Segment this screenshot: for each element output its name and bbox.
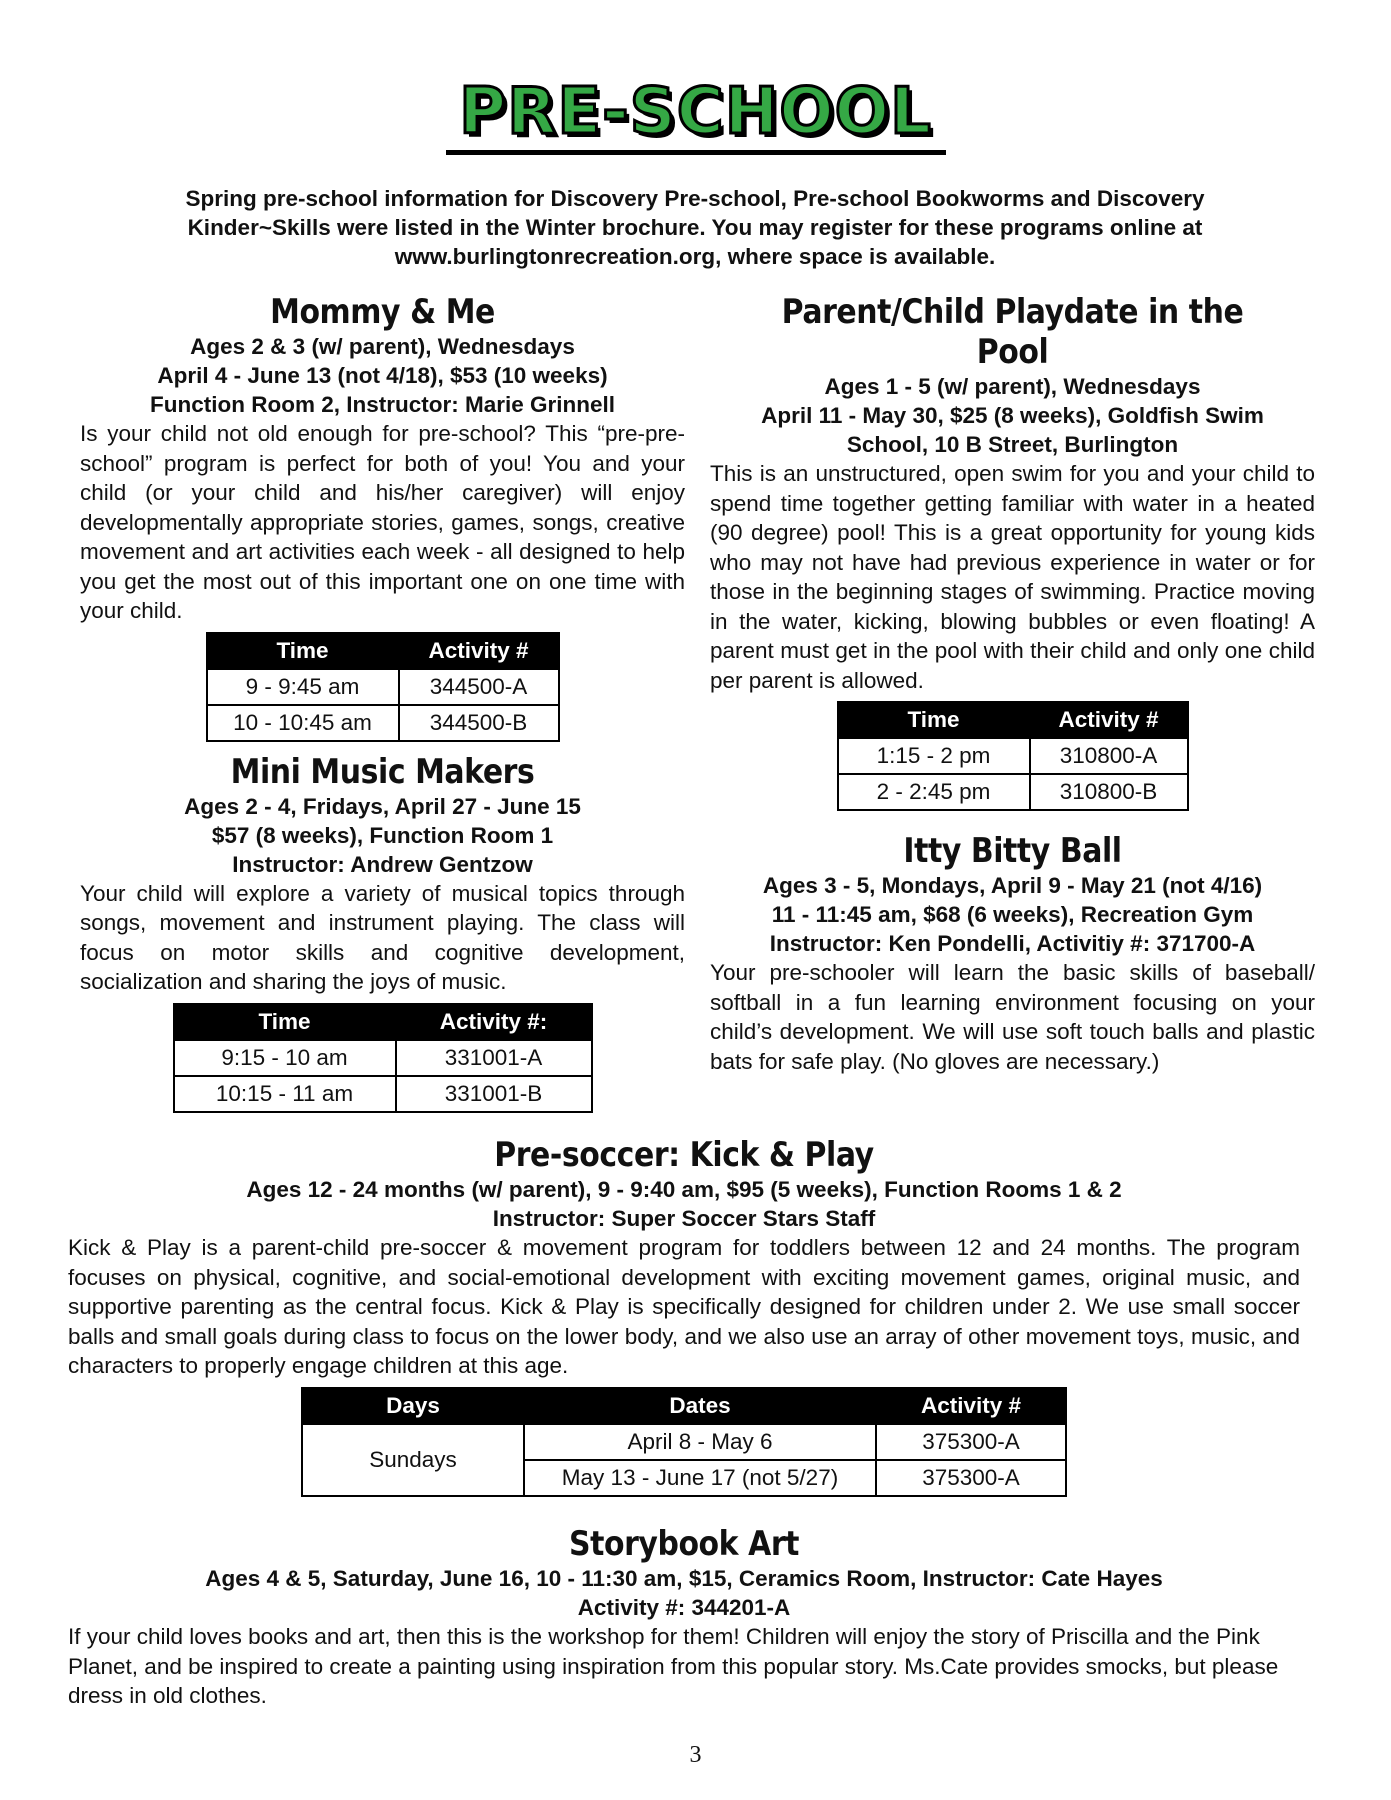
table-header: Activity # (876, 1388, 1066, 1424)
table-cell: 375300-A (876, 1460, 1066, 1496)
section-description: This is an unstructured, open swim for you and your child to spend time together getting familiar with water in a heated (90 degree) pool! This is a great opportunity for young kids who may not have had previous experience in water or for those in the beginning stages of swimming. Practice moving in the water, kicking, blowing bubbles or even floating! A parent must get in the pool with their child and only one child per parent is allowed. (710, 461, 1315, 693)
pre-soccer-section (68, 1135, 1300, 1497)
pool-playdate-section (710, 292, 1315, 811)
table-cell: 331001-B (396, 1076, 592, 1112)
intro-line: Spring pre-school information for Discovery Pre-school, Pre-school Bookworms and Discovery (185, 186, 1205, 211)
section-detail: Instructor: Super Soccer Stars Staff (492, 1206, 876, 1231)
schedule-table (206, 632, 560, 742)
section-detail: Instructor: Andrew Gentzow (232, 851, 533, 877)
table-header: Activity #: (396, 1004, 592, 1040)
section-title: Mommy & Me (270, 292, 495, 332)
table-header-row (174, 1004, 592, 1040)
table-cell: Sundays (302, 1424, 524, 1496)
table-cell: 344500-B (399, 705, 559, 741)
section-description: Is your child not old enough for pre-school? This “pre-pre-school” program is perfect for both of you! You and your child (or your child and his/her caregiver) will enjoy developmentally appropriate stories, games, songs, creative movement and art activities each week - all designed to help you get the most out of this important one on one time with your child. (80, 421, 685, 623)
section-detail: April 4 - June 13 (not 4/18), $53 (10 weeks) (157, 363, 608, 388)
table-row (207, 669, 559, 705)
mini-music-makers-section (80, 752, 685, 1113)
table-cell: 10 - 10:45 am (207, 705, 399, 741)
table-cell: 9:15 - 10 am (174, 1040, 396, 1076)
section-title: Parent/Child Playdate in the Pool (781, 292, 1244, 372)
table-row (838, 738, 1188, 774)
banner-underline (446, 150, 946, 155)
table-header: Time (174, 1004, 396, 1040)
section-description: Kick & Play is a parent-child pre-soccer & movement program for toddlers between 12 and 24 months. The program focuses on physical, cognitive, and social-emotional development with exciting movement games, original music, and supportive parenting as the central focus. Kick & Play is specifically designed for children under 2. We use small soccer balls and small goals during class to focus on the lower body, and we also use an array of other movement toys, music, and characters to properly engage children at this age. (68, 1235, 1300, 1378)
banner-title: PRE-SCHOOL (459, 75, 932, 149)
section-detail: $57 (8 weeks), Function Room 1 (211, 822, 554, 848)
section-title: Storybook Art (568, 1524, 800, 1564)
intro-text (110, 184, 1280, 271)
table-cell: 310800-A (1030, 738, 1188, 774)
intro-line: Kinder~Skills were listed in the Winter brochure. You may register for these programs online at (187, 215, 1203, 240)
table-cell: 310800-B (1030, 774, 1188, 810)
intro-line: www.burlingtonrecreation.org, where space is available. (394, 244, 996, 269)
section-description: Your pre-schooler will learn the basic skills of baseball/ softball in a fun learning environment focusing on your child’s development. We will use soft touch balls and plastic bats for safe play. (No gloves are necessary.) (710, 960, 1315, 1074)
table-header: Time (207, 633, 399, 669)
table-cell: 2 - 2:45 pm (838, 774, 1030, 810)
table-row (207, 705, 559, 741)
table-header-row (207, 633, 559, 669)
table-header: Activity # (399, 633, 559, 669)
section-title: Itty Bitty Ball (903, 831, 1122, 871)
banner (0, 75, 1391, 155)
section-description: Your child will explore a variety of musical topics through songs, movement and instrument playing. The class will focus on motor skills and cognitive development, socialization and sharing the joys of music. (80, 880, 685, 994)
mommy-and-me-section (80, 292, 685, 742)
section-detail: Ages 2 - 4, Fridays, April 27 - June 15 (184, 793, 581, 819)
table-row (174, 1040, 592, 1076)
section-detail: Instructor: Ken Pondelli, Activitiy #: 371700-A (769, 931, 1256, 956)
page-number: 3 (689, 1742, 702, 1768)
storybook-art-section (68, 1524, 1300, 1711)
itty-bitty-ball-section (710, 831, 1315, 1076)
section-detail: Function Room 2, Instructor: Marie Grinnell (149, 392, 616, 417)
schedule-table (173, 1003, 593, 1113)
table-header-row (838, 702, 1188, 738)
table-header: Days (302, 1388, 524, 1424)
table-row (838, 774, 1188, 810)
table-cell: 344500-A (399, 669, 559, 705)
table-cell: 9 - 9:45 am (207, 669, 399, 705)
table-header: Dates (524, 1388, 876, 1424)
section-detail: 11 - 11:45 am, $68 (6 weeks), Recreation Gym (771, 902, 1254, 927)
table-row (302, 1424, 1066, 1460)
table-header: Time (838, 702, 1030, 738)
table-cell: 1:15 - 2 pm (838, 738, 1030, 774)
table-header-row (302, 1388, 1066, 1424)
table-cell: 10:15 - 11 am (174, 1076, 396, 1112)
table-cell: April 8 - May 6 (524, 1424, 876, 1460)
right-column (710, 292, 1315, 1076)
section-title: Mini Music Makers (230, 751, 535, 792)
section-detail: Ages 1 - 5 (w/ parent), Wednesdays (824, 374, 1201, 399)
section-detail: Ages 2 & 3 (w/ parent), Wednesdays (190, 334, 575, 359)
schedule-table (837, 701, 1189, 811)
table-cell: May 13 - June 17 (not 5/27) (524, 1460, 876, 1496)
table-header: Activity # (1030, 702, 1188, 738)
left-column (80, 292, 685, 1113)
section-title: Pre-soccer: Kick & Play (494, 1135, 874, 1175)
table-cell: 331001-A (396, 1040, 592, 1076)
table-cell: 375300-A (876, 1424, 1066, 1460)
table-row (174, 1076, 592, 1112)
section-detail: Ages 4 & 5, Saturday, June 16, 10 - 11:30 am, $15, Ceramics Room, Instructor: Cate Hayes (205, 1566, 1163, 1591)
section-detail: Ages 12 - 24 months (w/ parent), 9 - 9:40 am, $95 (5 weeks), Function Rooms 1 & 2 (246, 1177, 1122, 1202)
section-detail: Ages 3 - 5, Mondays, April 9 - May 21 (not 4/16) (762, 873, 1263, 898)
section-detail: April 11 - May 30, $25 (8 weeks), Goldfish Swim School, 10 B Street, Burlington (761, 403, 1264, 457)
schedule-table (301, 1387, 1067, 1497)
section-detail: Activity #: 344201-A (577, 1595, 791, 1620)
section-description: If your child loves books and art, then this is the workshop for them! Children will enjoy the story of Priscilla and the Pink Planet, and be inspired to create a painting using inspiration from this popular story. Ms.Cate provides smocks, but please dress in old clothes. (68, 1624, 1279, 1708)
